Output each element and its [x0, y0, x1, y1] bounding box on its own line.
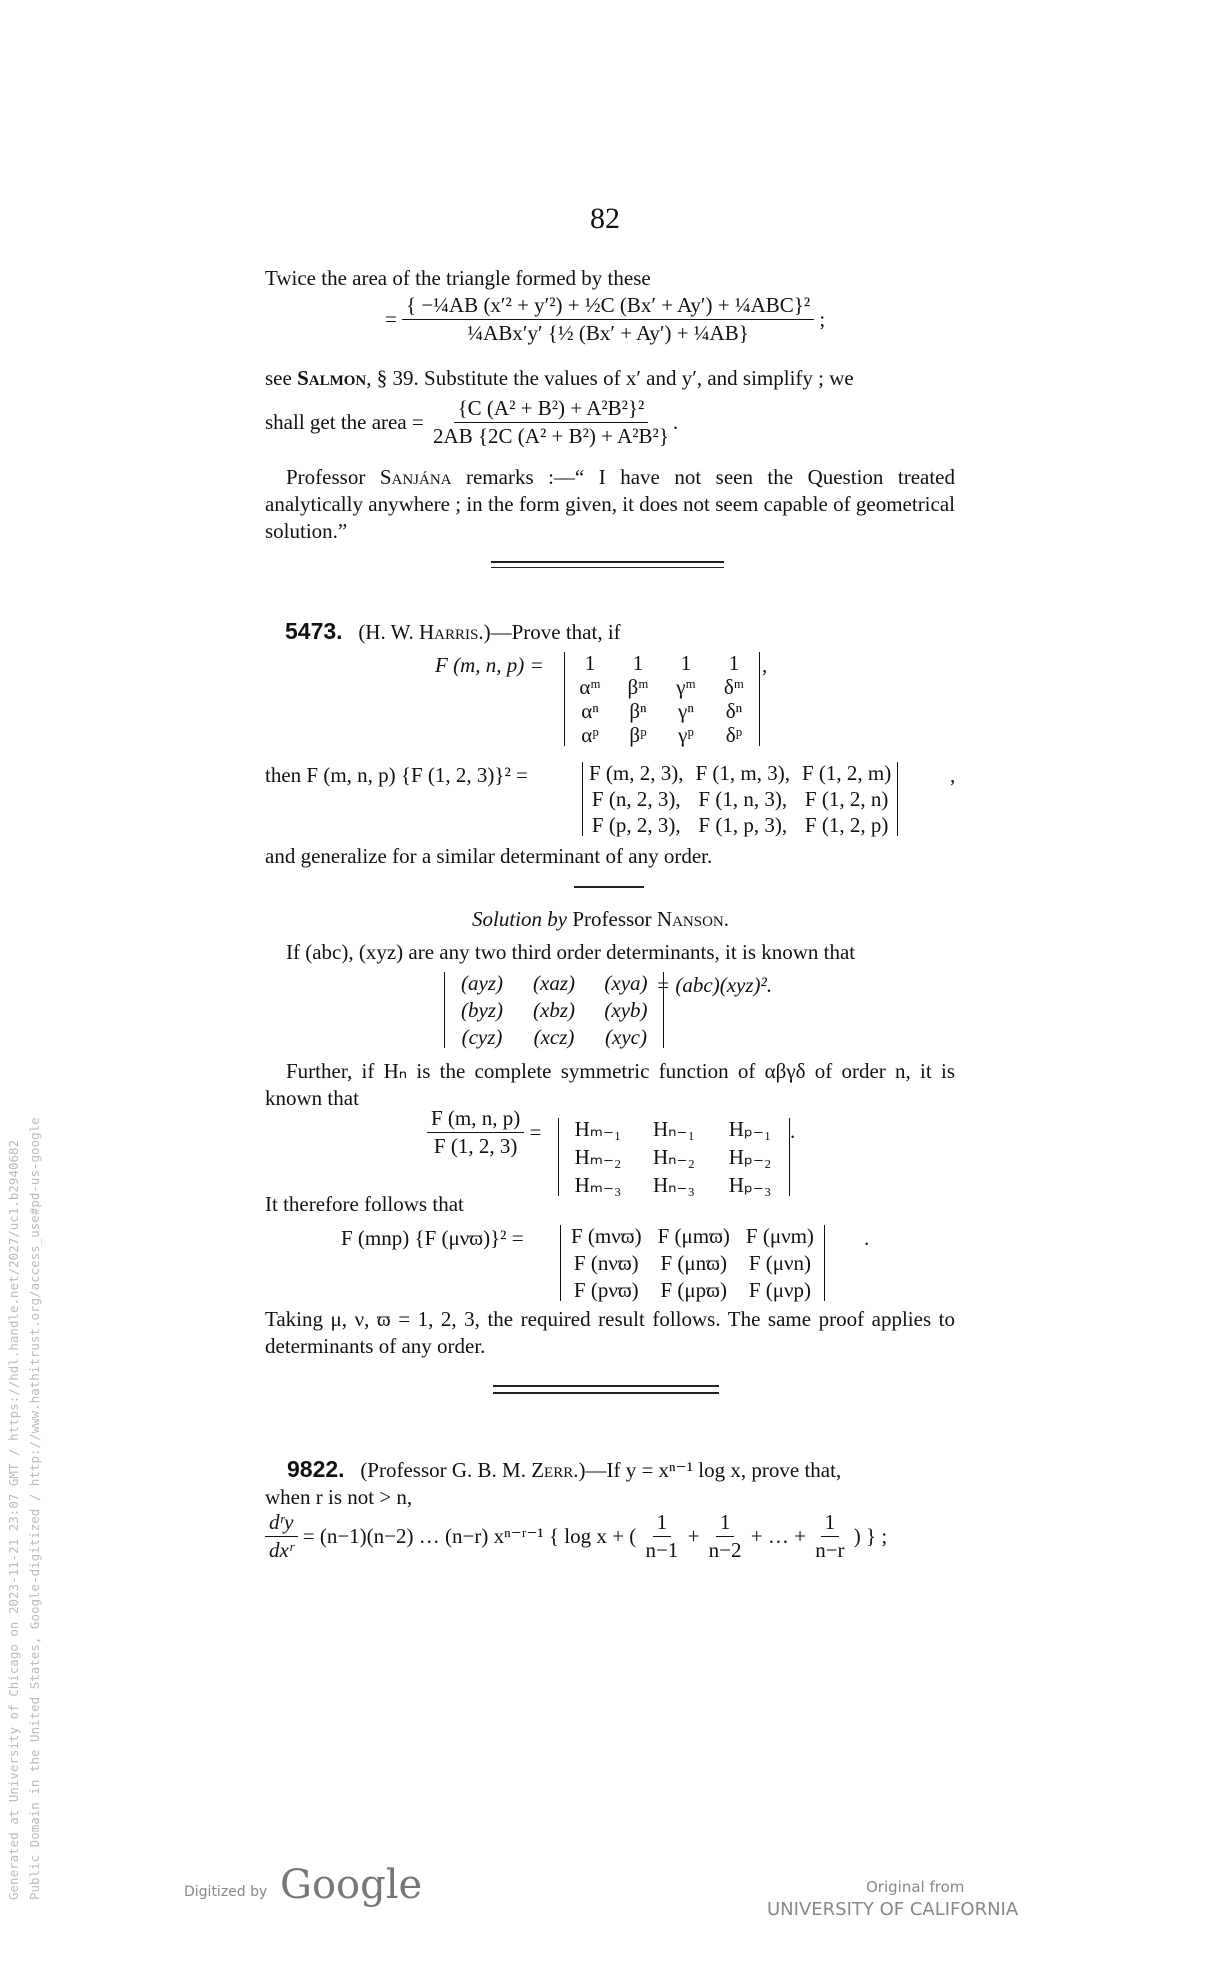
digitized-by-label: Digitized by	[184, 1884, 268, 1900]
denominator: n−r	[815, 1538, 845, 1562]
text-line: and generalize for a similar determinant of any order.	[265, 844, 713, 868]
matrix-cell: γᵖ	[678, 723, 694, 747]
text: Solution by	[472, 907, 568, 931]
matrix-cell: Hₚ₋₃	[728, 1173, 772, 1197]
matrix-cell: F (1, 2, p)	[804, 813, 889, 837]
separator	[491, 561, 724, 563]
determinant-4x4	[564, 652, 760, 746]
matrix-cell: βᵖ	[629, 723, 647, 747]
determinant-3x3	[444, 972, 664, 1048]
matrix-cell: F (1, 2, m)	[802, 761, 892, 785]
numerator: {C (A² + B²) + A²B²}²	[454, 398, 649, 423]
derivative-formula: $\frac{\text{dʳy}}{\text{dxʳ}}$ = (n−1)(n−2) … (n−r) xⁿ⁻ʳ⁻¹ { log x + ( $\frac{1}{n-1}$ + $\frac{1}{n-2}$ + … + $\frac{1}{n-r}$ ) } ;	[265, 1512, 887, 1561]
matrix-cell: F (n, 2, 3),	[591, 787, 681, 811]
equation-area-1: = $\frac{\text{\{ −¼AB (x′² + y′²) + ½C (Bx′ + Ay′) + ¼ABC\}²}}{\text{¼ABx′y′ \{½ (Bx′ + Ay′) + ¼AB\}}}$ ;	[385, 293, 826, 345]
matrix-cell: αᵖ	[581, 723, 599, 747]
author-salmon: Salmon	[297, 366, 367, 390]
matrix-cell: (xcz)	[533, 1025, 575, 1049]
determinant-3x3	[582, 762, 898, 836]
equation-lhs: F (mnp) {F (μνϖ)}² =	[341, 1226, 524, 1250]
matrix-cell: Hₘ₋₃	[574, 1173, 622, 1197]
matrix-cell: Hₚ₋₁	[728, 1117, 772, 1141]
author: Harris	[419, 620, 479, 644]
text-line	[265, 368, 854, 389]
matrix-cell: (xya)	[604, 971, 648, 995]
matrix-cell: Hₙ₋₂	[653, 1145, 695, 1169]
matrix-cell: Hₚ₋₂	[728, 1145, 772, 1169]
equation-area-2: shall get the area = $\frac{\text{\{C (A² + B²) + A²B²\}²}}{\text{2AB \{2C (A² + B²) + A²B²\}}}$ .	[265, 396, 679, 448]
equation-lhs: then F (m, n, p) {F (1, 2, 3)}² =	[265, 763, 528, 787]
determinant-3x3	[558, 1118, 790, 1196]
matrix-cell: F (μνn)	[748, 1251, 812, 1275]
matrix-cell: F (μmϖ)	[657, 1224, 730, 1248]
matrix-cell: δᵖ	[725, 723, 743, 747]
fraction	[811, 1512, 848, 1561]
numerator: dʳy	[265, 1512, 298, 1537]
matrix-cell: βᵐ	[627, 675, 649, 699]
matrix-cell: F (m, 2, 3),	[589, 761, 684, 785]
matrix-cell: F (μpϖ)	[660, 1278, 727, 1302]
matrix-cell: γᵐ	[676, 675, 696, 699]
question-number: 9822.	[287, 1456, 345, 1482]
matrix-cell: (xbz)	[533, 998, 575, 1022]
matrix-cell: Hₙ₋₁	[653, 1117, 695, 1141]
text-line: It therefore follows that	[265, 1192, 464, 1216]
denominator: n−2	[708, 1538, 742, 1562]
numerator: 1	[716, 1512, 735, 1537]
matrix-cell: Hₘ₋₂	[574, 1145, 622, 1169]
text: .)—If y = xⁿ⁻¹ log x, prove that,	[573, 1458, 842, 1482]
fraction	[641, 1512, 682, 1561]
denominator: F (1, 2, 3)	[433, 1134, 518, 1158]
matrix-cell: βⁿ	[629, 699, 647, 723]
matrix-cell: F (nνϖ)	[573, 1251, 639, 1275]
watermark-line-1: Generated at University of Chicago on 2023-11-21 23:07 GMT / https://hdl.handle.net/2027/uc1.b2940682	[6, 1139, 21, 1900]
matrix-cell: F (1, 2, n)	[804, 787, 889, 811]
matrix-cell: F (mνϖ)	[571, 1224, 642, 1248]
fraction	[427, 1108, 524, 1157]
text: + … +	[750, 1524, 806, 1548]
paragraph-sanjana	[265, 464, 955, 545]
solution-heading	[472, 909, 729, 930]
text: (H. W.	[358, 620, 414, 644]
original-from-label: Original from	[866, 1878, 965, 1896]
matrix-cell: F (1, p, 3),	[698, 813, 788, 837]
matrix-cell: F (pνϖ)	[573, 1278, 639, 1302]
question-5473-heading	[285, 620, 621, 643]
text: shall get the area =	[265, 410, 424, 434]
text: ) } ;	[853, 1524, 888, 1548]
matrix-cell: 1	[728, 651, 740, 675]
text: .)—Prove that, if	[478, 620, 621, 644]
text-line: If (abc), (xyz) are any two third order determinants, it is known that	[286, 940, 856, 964]
paragraph: Taking μ, ν, ϖ = 1, 2, 3, the required result follows. The same proof applies to determinants of any order.	[265, 1307, 955, 1358]
matrix-cell: F (μνm)	[745, 1224, 814, 1248]
determinant-3x3	[560, 1225, 825, 1301]
fraction	[402, 295, 814, 344]
numerator: 1	[653, 1512, 672, 1537]
fraction	[265, 1512, 298, 1561]
matrix-cell: δᵐ	[723, 675, 745, 699]
watermark-line-2: Public Domain in the United States, Google-digitized / http://www.hathitrust.org/access_use#pd-us-google	[27, 1117, 42, 1900]
matrix-cell: (xaz)	[533, 971, 575, 995]
period: .	[790, 1119, 796, 1143]
text: Professor	[572, 907, 652, 931]
matrix-cell: 1	[584, 651, 596, 675]
text: , § 39. Substitute the values of x′ and y′, and simplify ; we	[366, 366, 854, 390]
separator	[574, 886, 644, 888]
comma: ,	[950, 763, 956, 787]
numerator: { −¼AB (x′² + y′²) + ½C (Bx′ + Ay′) + ¼ABC}²	[402, 295, 814, 320]
separator	[493, 1392, 719, 1394]
numerator: F (m, n, p)	[427, 1108, 524, 1133]
text: remarks :—“ I have not seen the Question treated analytically anywhere ; in the form given, it does not seem capable of geometrical solution.”	[265, 465, 956, 543]
matrix-cell: (ayz)	[461, 971, 503, 995]
matrix-cell: F (p, 2, 3),	[591, 813, 681, 837]
question-9822-heading	[287, 1458, 841, 1481]
author-sanjana: Sanjána	[379, 465, 452, 489]
numerator: 1	[821, 1512, 840, 1537]
text: (Professor G. B. M.	[360, 1458, 526, 1482]
denominator: 2AB {2C (A² + B²) + A²B²}	[433, 424, 669, 448]
matrix-cell: (byz)	[461, 998, 503, 1022]
matrix-cell: 1	[632, 651, 644, 675]
text: see	[265, 366, 292, 390]
equation-frac: $\frac{F (m, n, p)}{F (1, 2, 3)}$ =	[427, 1108, 541, 1157]
author: Zerr	[531, 1458, 574, 1482]
matrix-cell: (cyz)	[461, 1025, 503, 1049]
university-label: UNIVERSITY OF CALIFORNIA	[767, 1899, 1019, 1920]
matrix-cell: (xyb)	[604, 998, 648, 1022]
matrix-cell: 1	[680, 651, 692, 675]
matrix-cell: Hₙ₋₃	[653, 1173, 695, 1197]
matrix-cell: F (1, m, 3),	[695, 761, 790, 785]
period: .	[864, 1226, 870, 1250]
equation-lhs: F (m, n, p) =	[435, 653, 544, 677]
fraction	[429, 398, 673, 447]
paragraph: Further, if Hₙ is the complete symmetric function of αβγδ of order n, it is known that	[265, 1059, 955, 1110]
equation-rhs: = (abc)(xyz)².	[656, 973, 773, 997]
google-logo: Google	[280, 1862, 423, 1908]
text-line: when r is not > n,	[265, 1485, 413, 1509]
denominator: dxʳ	[269, 1538, 294, 1562]
matrix-cell: αᵐ	[579, 675, 601, 699]
question-number: 5473.	[285, 618, 343, 644]
matrix-cell: δⁿ	[725, 699, 743, 723]
author-nanson: Nanson.	[656, 907, 729, 931]
text: = (n−1)(n−2) … (n−r) xⁿ⁻ʳ⁻¹ { log x + (	[302, 1524, 637, 1548]
denominator: n−1	[645, 1538, 679, 1562]
matrix-cell: γⁿ	[678, 699, 694, 723]
matrix-cell: F (μνp)	[748, 1278, 812, 1302]
comma: ,	[762, 653, 768, 677]
matrix-cell: Hₘ₋₁	[574, 1117, 622, 1141]
text-line: Twice the area of the triangle formed by these	[265, 266, 651, 290]
matrix-cell: (xyc)	[605, 1025, 647, 1049]
separator	[491, 567, 724, 568]
page-number: 82	[590, 202, 620, 235]
separator	[493, 1385, 719, 1387]
text: Professor	[286, 465, 366, 489]
fraction	[705, 1512, 746, 1561]
matrix-cell: F (μnϖ)	[660, 1251, 727, 1275]
denominator: ¼ABx′y′ {½ (Bx′ + Ay′) + ¼AB}	[467, 321, 749, 345]
matrix-cell: F (1, n, 3),	[698, 787, 788, 811]
matrix-cell: αⁿ	[581, 699, 599, 723]
